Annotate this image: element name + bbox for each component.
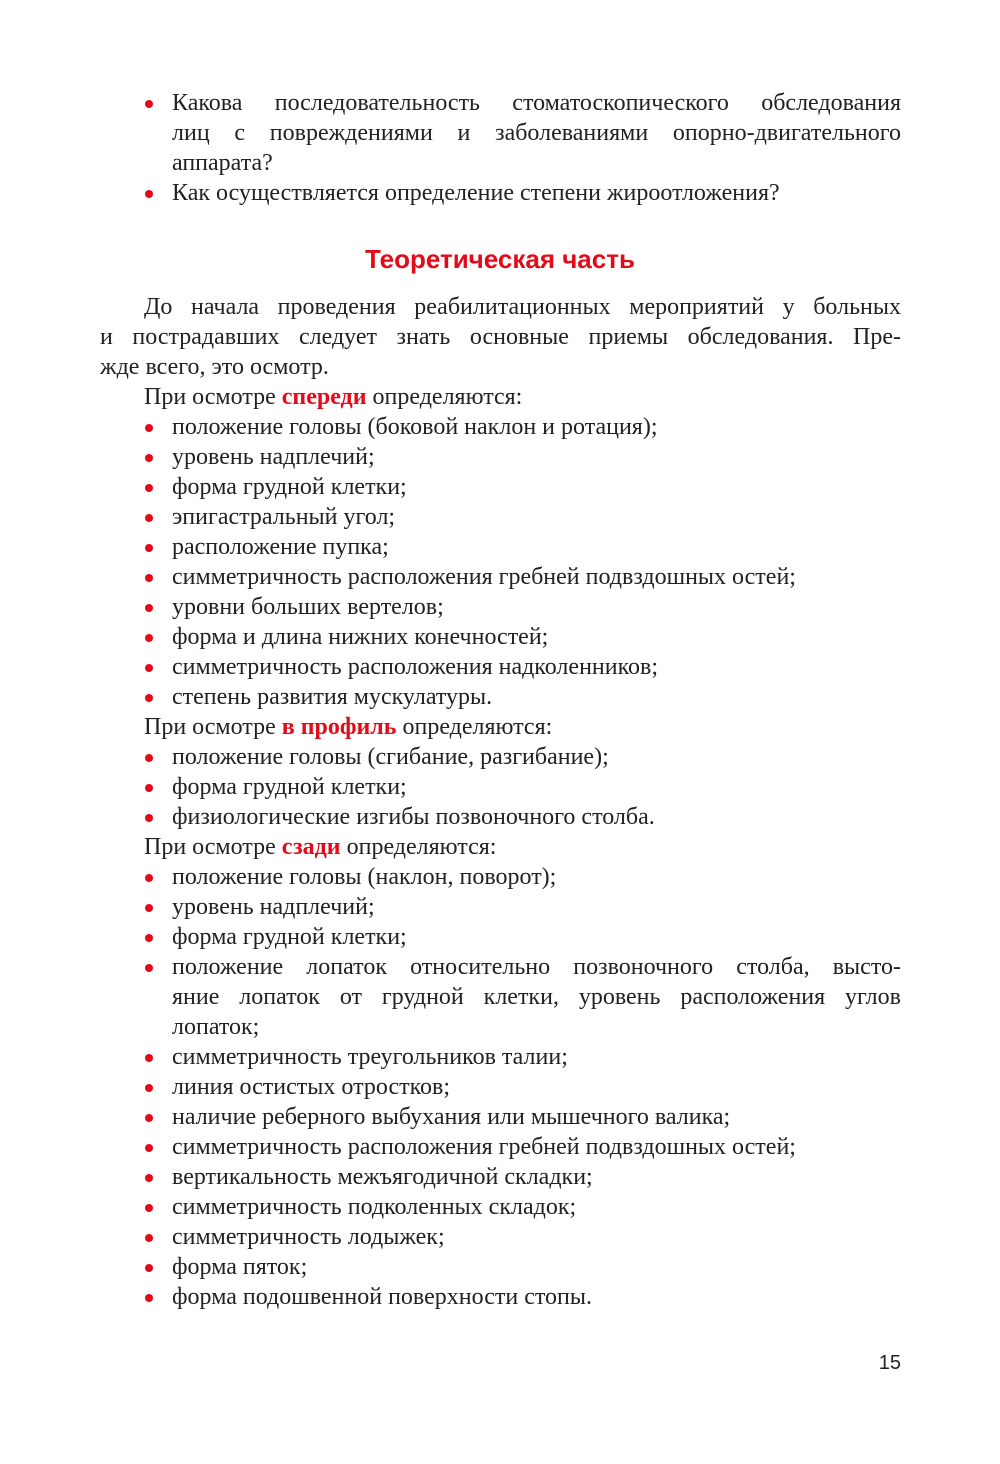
list-item: эпигастральный угол; [172,504,396,530]
list-item-line: лопаток; [172,1014,260,1040]
bullet-icon [145,1084,153,1092]
list-item: вертикальность межъягодичной складки; [172,1164,593,1190]
accent-word: сзади [281,834,341,860]
bullet-icon [145,1054,153,1062]
intro-suffix: определяются: [340,834,497,860]
bullet-icon [145,190,153,198]
list-item: линия остистых отростков; [172,1074,451,1100]
bullet-icon [145,604,153,612]
question-line: аппарата? [172,150,273,176]
list-item: форма грудной клетки; [172,774,407,800]
intro-suffix: определяются: [366,384,523,410]
question-line: Какова последовательность стоматоскопического обследования [172,90,901,116]
list-item-line: положение лопаток относительно позвоночного столба, высто- [172,954,901,980]
list-item: форма подошвенной поверхности стопы. [172,1284,592,1310]
bullet-icon [145,1174,153,1182]
bullet-icon [145,100,153,108]
intro-line: и пострадавших следует знать основные приемы обследования. Пре- [100,324,901,350]
bullet-icon [145,454,153,462]
bullet-icon [145,634,153,642]
bullet-icon [145,1294,153,1302]
list-item: форма грудной клетки; [172,924,407,950]
bullet-icon [145,1144,153,1152]
bullet-icon [145,484,153,492]
list-item: форма пяток; [172,1254,308,1280]
list-item: форма грудной клетки; [172,474,407,500]
bullet-icon [145,904,153,912]
list-item-line: яние лопаток от грудной клетки, уровень расположения углов [172,984,901,1010]
bullet-icon [145,514,153,522]
bullet-icon [145,754,153,762]
list-item: положение головы (боковой наклон и ротация); [172,414,658,440]
list-item: физиологические изгибы позвоночного столба. [172,804,655,830]
list-item: форма и длина нижних конечностей; [172,624,549,650]
bullet-icon [145,424,153,432]
bullet-icon [145,544,153,552]
bullet-icon [145,1204,153,1212]
bullet-icon [145,1234,153,1242]
accent-word: в профиль [281,714,397,740]
profile-intro [144,712,552,742]
list-item: уровень надплечий; [172,894,375,920]
list-item: уровень надплечий; [172,444,375,470]
bullet-icon [145,1264,153,1272]
list-item: симметричность лодыжек; [172,1224,445,1250]
bullet-icon [145,874,153,882]
list-item: симметричность расположения гребней подвздошных остей; [172,564,796,590]
bullet-icon [145,814,153,822]
bullet-icon [145,574,153,582]
intro-line: жде всего, это осмотр. [100,354,329,380]
bullet-icon [145,694,153,702]
intro-line: До начала проведения реабилитационных мероприятий у больных [144,294,901,320]
bullet-icon [145,664,153,672]
accent-word: спереди [281,384,367,410]
list-item: симметричность подколенных складок; [172,1194,577,1220]
intro-suffix: определяются: [396,714,553,740]
bullet-icon [145,1114,153,1122]
list-item: симметричность расположения надколенников; [172,654,659,680]
list-item: степень развития мускулатуры. [172,684,493,710]
list-item: наличие реберного выбухания или мышечного валика; [172,1104,731,1130]
bullet-icon [145,964,153,972]
list-item: расположение пупка; [172,534,389,560]
intro-prefix: При осмотре [144,834,282,860]
bullet-icon [145,784,153,792]
list-item: положение головы (сгибание, разгибание); [172,744,609,770]
back-intro [144,832,496,862]
question-line: Как осуществляется определение степени жироотложения? [172,180,780,206]
page-number: 15 [878,1352,901,1374]
bullet-icon [145,934,153,942]
intro-prefix: При осмотре [144,384,282,410]
front-intro [144,382,522,412]
list-item: симметричность расположения гребней подвздошных остей; [172,1134,796,1160]
section-heading: Теоретическая часть [365,244,635,274]
list-item: положение головы (наклон, поворот); [172,864,557,890]
intro-prefix: При осмотре [144,714,282,740]
list-item: уровни больших вертелов; [172,594,444,620]
question-line: лиц с повреждениями и заболеваниями опорно-двигательного [172,120,901,146]
list-item: симметричность треугольников талии; [172,1044,568,1070]
